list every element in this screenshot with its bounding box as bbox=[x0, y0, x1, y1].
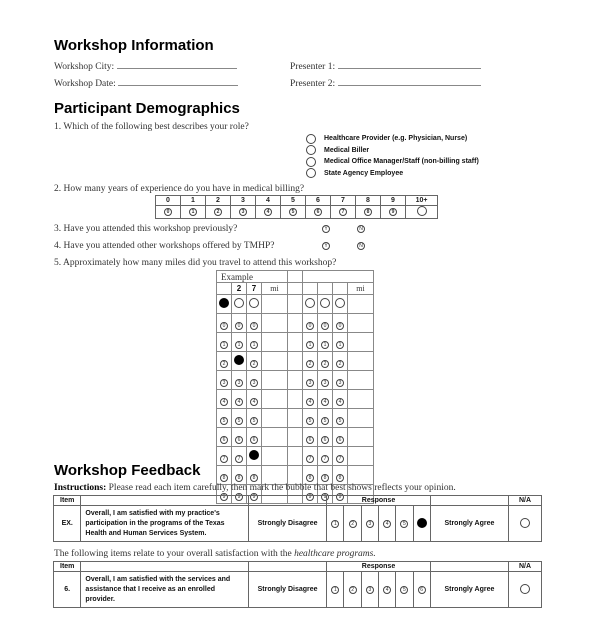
example-digit-bubble: 1 bbox=[250, 341, 258, 349]
item-header: Item bbox=[54, 562, 81, 572]
q3-yes-bubble[interactable]: Y bbox=[322, 225, 330, 233]
years-header: 3 bbox=[231, 196, 256, 206]
question-3-text: 3. Have you attended this workshop previously? bbox=[54, 224, 238, 234]
miles-blank-bubble[interactable] bbox=[320, 298, 330, 308]
scale-bubble-5[interactable]: 5 bbox=[400, 586, 408, 594]
example-digit-bubble: 8 bbox=[235, 474, 243, 482]
miles-digit-bubble[interactable]: 0 bbox=[321, 322, 329, 330]
years-header: 10+ bbox=[406, 196, 438, 206]
example-scale-bubble-4: 4 bbox=[383, 520, 391, 528]
example-digit-bubble: 7 bbox=[235, 455, 243, 463]
years-header: 2 bbox=[206, 196, 231, 206]
workshop-date-label: Workshop Date: bbox=[54, 79, 116, 89]
years-header: 6 bbox=[306, 196, 331, 206]
miles-digit-bubble[interactable]: 0 bbox=[306, 322, 314, 330]
role-options bbox=[306, 133, 479, 179]
example-digit-bubble: 6 bbox=[235, 436, 243, 444]
question-2-text: 2. How many years of experience do you have in medical billing? bbox=[54, 184, 305, 194]
miles-digit-bubble[interactable]: 9 bbox=[306, 493, 314, 501]
miles-blank-bubble[interactable] bbox=[335, 298, 345, 308]
section-note bbox=[54, 549, 376, 559]
example-digit-bubble: 0 bbox=[250, 322, 258, 330]
years-header: 5 bbox=[281, 196, 306, 206]
miles-digit-bubble[interactable]: 9 bbox=[336, 493, 344, 501]
example-strongly-agree-label: Strongly Agree bbox=[430, 506, 508, 542]
years-bubble-0[interactable]: 0 bbox=[164, 208, 172, 216]
example-digit-bubble: 3 bbox=[250, 379, 258, 387]
miles-digit-bubble[interactable]: 4 bbox=[336, 398, 344, 406]
miles-digit-bubble[interactable]: 8 bbox=[306, 474, 314, 482]
scale-bubble-1[interactable]: 1 bbox=[331, 586, 339, 594]
example-filled-bubble bbox=[219, 298, 229, 308]
miles-digit-bubble[interactable]: 7 bbox=[321, 455, 329, 463]
example-digit-bubble: 5 bbox=[250, 417, 258, 425]
miles-digit-bubble[interactable]: 0 bbox=[336, 322, 344, 330]
miles-digit-bubble[interactable]: 2 bbox=[321, 360, 329, 368]
example-unit: mi bbox=[262, 283, 288, 295]
question-1-text: 1. Which of the following best describes your role? bbox=[54, 122, 249, 132]
miles-digit-bubble[interactable]: 5 bbox=[306, 417, 314, 425]
miles-digit-bubble[interactable]: 5 bbox=[321, 417, 329, 425]
instructions-text: Please read each item carefully, then mark the bubble that best shows reflects your opinion. bbox=[106, 483, 456, 493]
workshop-date-input[interactable] bbox=[118, 78, 238, 86]
example-digit-bubble: 3 bbox=[235, 379, 243, 387]
scale-bubble-2[interactable]: 2 bbox=[349, 586, 357, 594]
item-text: Overall, I am satisfied with the services and assistance that I receive as an enrolled provider. bbox=[81, 572, 249, 608]
years-bubble-9[interactable]: 9 bbox=[389, 208, 397, 216]
years-header: 8 bbox=[356, 196, 381, 206]
example-digit-bubble: 1 bbox=[235, 341, 243, 349]
years-bubble-5[interactable]: 5 bbox=[289, 208, 297, 216]
example-filled-bubble bbox=[234, 355, 244, 365]
example-digit-bubble: 6 bbox=[250, 436, 258, 444]
miles-blank-bubble[interactable] bbox=[305, 298, 315, 308]
strongly-agree-label: Strongly Agree bbox=[430, 572, 508, 608]
q4-yes-bubble[interactable]: Y bbox=[322, 242, 330, 250]
q3-no-bubble[interactable]: N bbox=[357, 225, 365, 233]
presenter-1-input[interactable] bbox=[338, 61, 481, 69]
miles-digit-bubble[interactable]: 8 bbox=[321, 474, 329, 482]
feedback-items-table bbox=[53, 561, 509, 608]
role-option-medical-biller[interactable]: Medical Biller bbox=[306, 145, 479, 157]
feedback-items-na-table bbox=[508, 561, 542, 608]
years-bubble-7[interactable]: 7 bbox=[339, 208, 347, 216]
example-item-text: Overall, I am satisfied with my practice's participation in the programs of the Texas Health and Human Services System. bbox=[81, 506, 249, 542]
example-scale-bubble-5: 5 bbox=[400, 520, 408, 528]
role-option-office-manager[interactable]: Medical Office Manager/Staff (non-billing staff) bbox=[306, 156, 479, 168]
miles-digit-bubble[interactable]: 1 bbox=[336, 341, 344, 349]
q4-no-bubble[interactable]: N bbox=[357, 242, 365, 250]
workshop-city-label: Workshop City: bbox=[54, 62, 115, 72]
example-digit-bubble: 2 bbox=[220, 360, 228, 368]
example-digit-bubble: 9 bbox=[250, 493, 258, 501]
years-bubble-row bbox=[156, 206, 438, 219]
question-4-text: 4. Have you attended other workshops offered by TMHP? bbox=[54, 241, 275, 251]
example-digit-bubble: 9 bbox=[235, 493, 243, 501]
years-bubble-4[interactable]: 4 bbox=[264, 208, 272, 216]
years-header: 1 bbox=[181, 196, 206, 206]
miles-digit-bubble[interactable]: 1 bbox=[321, 341, 329, 349]
section-note-emphasis: healthcare programs. bbox=[294, 549, 376, 559]
instructions-label: Instructions: bbox=[54, 483, 107, 493]
years-bubble-2[interactable]: 2 bbox=[214, 208, 222, 216]
workshop-city-input[interactable] bbox=[117, 61, 237, 69]
feedback-example-table bbox=[53, 495, 509, 542]
presenter-1-field[interactable] bbox=[290, 61, 481, 72]
years-header: 0 bbox=[156, 196, 181, 206]
scale-bubble-4[interactable]: 4 bbox=[383, 586, 391, 594]
years-header: 4 bbox=[256, 196, 281, 206]
example-scale-bubble-1: 1 bbox=[331, 520, 339, 528]
question-5-text: 5. Approximately how many miles did you travel to attend this workshop? bbox=[54, 258, 337, 268]
miles-digit-bubble[interactable]: 2 bbox=[336, 360, 344, 368]
workshop-date-field[interactable] bbox=[54, 78, 238, 89]
example-scale-bubble-2: 2 bbox=[349, 520, 357, 528]
example-digit-2: 2 bbox=[232, 283, 247, 295]
example-digit-bubble: 6 bbox=[220, 436, 228, 444]
miles-unit: mi bbox=[348, 283, 374, 295]
response-header: Response bbox=[327, 496, 431, 506]
miles-digit-bubble[interactable]: 3 bbox=[306, 379, 314, 387]
example-digit-bubble: 4 bbox=[220, 398, 228, 406]
example-filled-bubble bbox=[249, 450, 259, 460]
example-digit-bubble: 8 bbox=[250, 474, 258, 482]
miles-digit-bubble[interactable]: 6 bbox=[336, 436, 344, 444]
miles-digit-bubble[interactable]: 7 bbox=[336, 455, 344, 463]
radio-icon[interactable] bbox=[306, 145, 316, 155]
example-strongly-disagree-label: Strongly Disagree bbox=[249, 506, 327, 542]
miles-digit-bubble[interactable]: 1 bbox=[306, 341, 314, 349]
years-bubble-6[interactable]: 6 bbox=[314, 208, 322, 216]
miles-digit-bubble[interactable]: 6 bbox=[306, 436, 314, 444]
miles-digit-bubble[interactable]: 6 bbox=[321, 436, 329, 444]
years-experience-table bbox=[155, 195, 438, 219]
workshop-feedback-title: Workshop Feedback bbox=[54, 462, 201, 479]
example-digit-bubble: 8 bbox=[220, 474, 228, 482]
example-digit-bubble: 5 bbox=[220, 417, 228, 425]
miles-digit-bubble[interactable]: 3 bbox=[336, 379, 344, 387]
radio-icon[interactable] bbox=[306, 168, 316, 178]
role-option-state-agency[interactable]: State Agency Employee bbox=[306, 168, 479, 180]
example-digit-bubble: 4 bbox=[235, 398, 243, 406]
years-header: 9 bbox=[381, 196, 406, 206]
na-bubble[interactable] bbox=[520, 584, 530, 594]
response-header: Response bbox=[327, 562, 431, 572]
example-item-number: EX. bbox=[54, 506, 81, 542]
example-label: Example bbox=[217, 271, 288, 283]
radio-icon[interactable] bbox=[306, 134, 316, 144]
miles-table bbox=[216, 270, 374, 504]
workshop-information-title: Workshop Information bbox=[54, 37, 214, 54]
item-header: Item bbox=[54, 496, 81, 506]
presenter-2-label: Presenter 2: bbox=[290, 79, 336, 89]
feedback-example-na-table bbox=[508, 495, 542, 542]
presenter-2-input[interactable] bbox=[338, 78, 481, 86]
example-digit-bubble: 0 bbox=[235, 322, 243, 330]
presenter-2-field[interactable] bbox=[290, 78, 481, 89]
example-blank-bubble bbox=[249, 298, 259, 308]
role-option-healthcare-provider[interactable]: Healthcare Provider (e.g. Physician, Nurse) bbox=[306, 133, 479, 145]
item-number: 6. bbox=[54, 572, 81, 608]
example-digit-bubble: 4 bbox=[250, 398, 258, 406]
presenter-1-label: Presenter 1: bbox=[290, 62, 336, 72]
example-digit-7: 7 bbox=[247, 283, 262, 295]
miles-digit-bubble[interactable]: 5 bbox=[336, 417, 344, 425]
miles-digit-bubble[interactable]: 8 bbox=[336, 474, 344, 482]
example-digit-bubble: 1 bbox=[220, 341, 228, 349]
section-note-text: The following items relate to your overall satisfaction with the bbox=[54, 549, 295, 559]
na-header: N/A bbox=[509, 562, 542, 572]
scale-bubble-6[interactable]: 6 bbox=[418, 586, 426, 594]
feedback-item-row bbox=[54, 572, 509, 608]
instructions bbox=[54, 483, 456, 493]
workshop-city-field[interactable] bbox=[54, 61, 237, 72]
example-digit-bubble: 9 bbox=[220, 493, 228, 501]
strongly-disagree-label: Strongly Disagree bbox=[249, 572, 327, 608]
example-digit-bubble: 5 bbox=[235, 417, 243, 425]
participant-demographics-title: Participant Demographics bbox=[54, 100, 240, 117]
example-digit-bubble: 2 bbox=[250, 360, 258, 368]
miles-digit-bubble[interactable]: 4 bbox=[321, 398, 329, 406]
years-bubble-3[interactable]: 3 bbox=[239, 208, 247, 216]
miles-digit-bubble[interactable]: 9 bbox=[321, 493, 329, 501]
example-digit-bubble: 0 bbox=[220, 322, 228, 330]
years-bubble-10-plus[interactable] bbox=[417, 206, 427, 216]
radio-icon[interactable] bbox=[306, 157, 316, 167]
years-bubble-8[interactable]: 8 bbox=[364, 208, 372, 216]
example-na-bubble bbox=[520, 518, 530, 528]
example-digit-bubble: 7 bbox=[220, 455, 228, 463]
na-header: N/A bbox=[509, 496, 542, 506]
example-digit-bubble: 3 bbox=[220, 379, 228, 387]
miles-digit-bubble[interactable]: 3 bbox=[321, 379, 329, 387]
years-bubble-1[interactable]: 1 bbox=[189, 208, 197, 216]
example-blank-bubble bbox=[234, 298, 244, 308]
years-header-row bbox=[156, 196, 438, 206]
years-header: 7 bbox=[331, 196, 356, 206]
miles-digit-bubble[interactable]: 4 bbox=[306, 398, 314, 406]
scale-bubble-3[interactable]: 3 bbox=[366, 586, 374, 594]
miles-digit-bubble[interactable]: 7 bbox=[306, 455, 314, 463]
example-scale-bubble-3: 3 bbox=[366, 520, 374, 528]
example-scale-bubble-6-selected bbox=[417, 518, 427, 528]
miles-digit-bubble[interactable]: 2 bbox=[306, 360, 314, 368]
